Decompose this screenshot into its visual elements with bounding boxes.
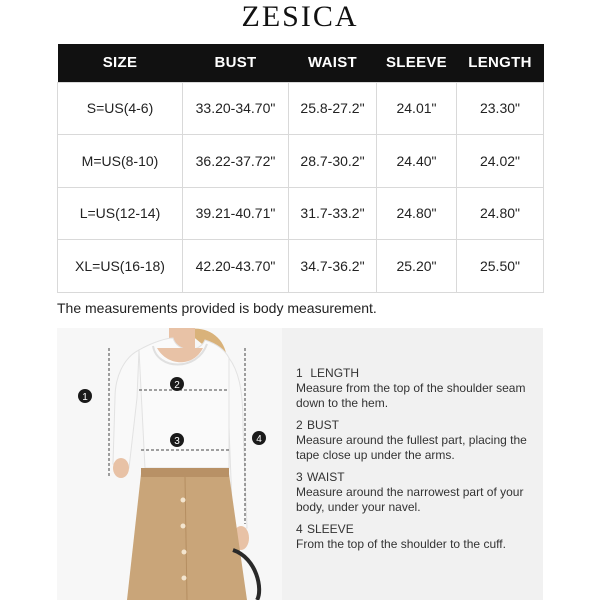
- measurement-guide: [57, 328, 543, 600]
- legend-description: From the top of the shoulder to the cuff.: [296, 537, 506, 551]
- measurement-legend: [296, 366, 536, 559]
- header-bust: BUST: [183, 44, 289, 82]
- table-row: [58, 135, 544, 188]
- header-length: LENGTH: [457, 44, 544, 82]
- header-size: SIZE: [58, 44, 183, 82]
- cell-size: XL=US(16-18): [58, 240, 183, 293]
- cell-sleeve: 24.01": [377, 82, 457, 135]
- legend-number: 4: [296, 522, 303, 536]
- table-row: [58, 82, 544, 135]
- cell-waist: 31.7-33.2": [289, 187, 377, 240]
- table-row: [58, 187, 544, 240]
- measurement-note: The measurements provided is body measurement.: [57, 300, 377, 316]
- header-waist: WAIST: [289, 44, 377, 82]
- legend-number: 2: [296, 418, 303, 432]
- header-sleeve: SLEEVE: [377, 44, 457, 82]
- cell-length: 23.30": [457, 82, 544, 135]
- marker-4-label: 4: [256, 434, 262, 445]
- legend-description: Measure around the narrowest part of your body, under your navel.: [296, 485, 524, 514]
- table-row: [58, 240, 544, 293]
- cell-length: 24.80": [457, 187, 544, 240]
- cell-bust: 36.22-37.72": [183, 135, 289, 188]
- legend-title: WAIST: [307, 470, 345, 484]
- cell-sleeve: 24.40": [377, 135, 457, 188]
- marker-1-label: 1: [82, 392, 88, 403]
- legend-item-bust: [296, 418, 536, 463]
- legend-item-waist: [296, 470, 536, 515]
- cell-sleeve: 25.20": [377, 240, 457, 293]
- cell-length: 25.50": [457, 240, 544, 293]
- cell-bust: 42.20-43.70": [183, 240, 289, 293]
- cell-sleeve: 24.80": [377, 187, 457, 240]
- legend-number: 1: [296, 366, 303, 380]
- legend-item-length: [296, 366, 536, 411]
- brand-logo: ZESICA: [241, 0, 359, 33]
- cell-waist: 34.7-36.2": [289, 240, 377, 293]
- legend-title: BUST: [307, 418, 340, 432]
- legend-description: Measure around the fullest part, placing the tape close up under the arms.: [296, 433, 527, 462]
- marker-2-label: 2: [174, 380, 180, 391]
- legend-item-sleeve: [296, 522, 536, 552]
- legend-description: Measure from the top of the shoulder seam down to the hem.: [296, 381, 526, 410]
- model-photo: [57, 328, 282, 600]
- cell-bust: 33.20-34.70": [183, 82, 289, 135]
- legend-title: LENGTH: [310, 366, 360, 380]
- size-chart-table: [57, 44, 544, 293]
- cell-length: 24.02": [457, 135, 544, 188]
- legend-number: 3: [296, 470, 303, 484]
- cell-size: S=US(4-6): [58, 82, 183, 135]
- legend-title: SLEEVE: [307, 522, 354, 536]
- cell-bust: 39.21-40.71": [183, 187, 289, 240]
- cell-size: L=US(12-14): [58, 187, 183, 240]
- cell-size: M=US(8-10): [58, 135, 183, 188]
- cell-waist: 28.7-30.2": [289, 135, 377, 188]
- table-header-row: [58, 44, 544, 82]
- measurement-markers: [57, 328, 282, 600]
- marker-3-label: 3: [174, 436, 180, 447]
- cell-waist: 25.8-27.2": [289, 82, 377, 135]
